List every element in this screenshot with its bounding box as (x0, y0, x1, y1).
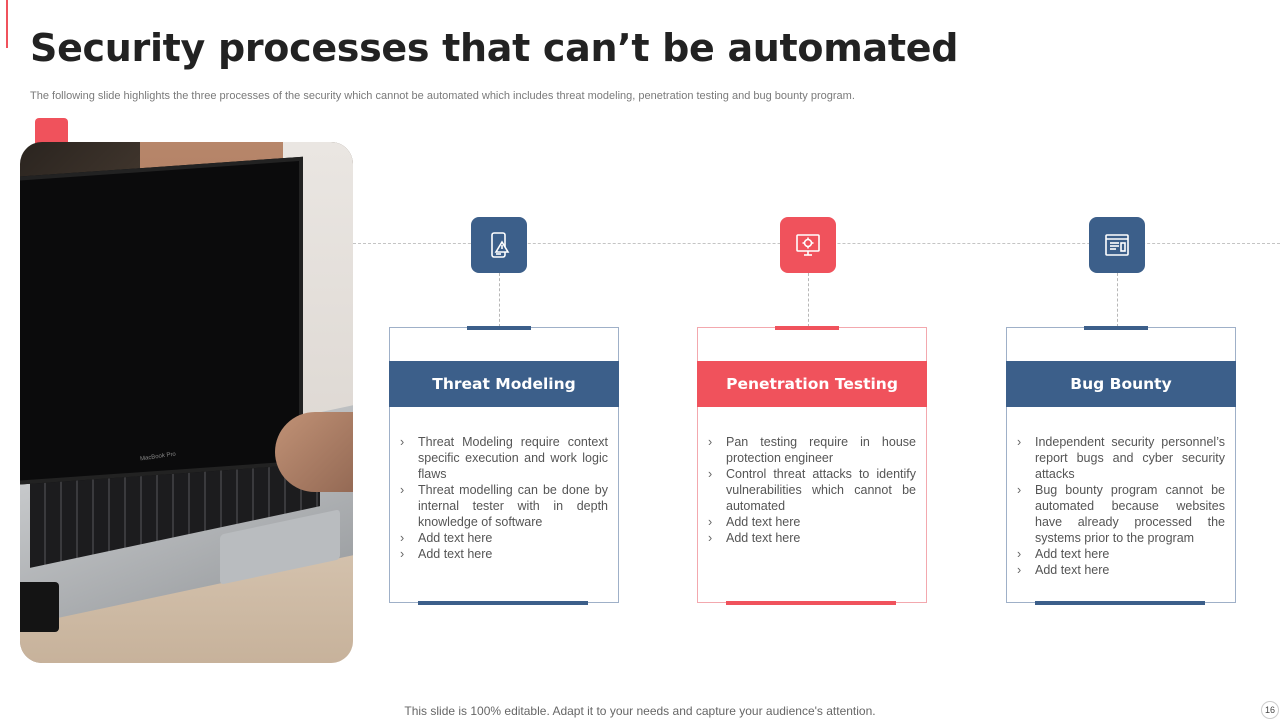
list-item: › Add text here (1015, 562, 1225, 578)
card-title: Threat Modeling (389, 361, 619, 407)
card-title: Bug Bounty (1006, 361, 1236, 407)
list-item: › Add text here (706, 530, 916, 546)
list-item: › Threat Modeling require context specific execution and work logic flaws (398, 434, 608, 482)
laptop-photo (20, 142, 353, 663)
browser-document-icon (1089, 217, 1145, 273)
card-connector (1117, 273, 1118, 327)
footer-note: This slide is 100% editable. Adapt it to your needs and capture your audience's attention. (404, 704, 876, 718)
list-item: › Control threat attacks to identify vulnerabilities which cannot be automated (706, 466, 916, 514)
bullet-list (398, 434, 608, 562)
bullet-list (706, 434, 916, 546)
monitor-gear-icon (780, 217, 836, 273)
list-item: › Threat modelling can be done by internal tester with in depth knowledge of software (398, 482, 608, 530)
mobile-warning-icon (471, 217, 527, 273)
title-accent-bar (6, 0, 8, 48)
list-item: › Add text here (398, 546, 608, 562)
list-item: › Bug bounty program cannot be automated because websites have already processed the systems prior to the program (1015, 482, 1225, 546)
list-item: › Add text here (1015, 546, 1225, 562)
page-number: 16 (1261, 701, 1279, 719)
card-connector (499, 273, 500, 327)
bullet-list (1015, 434, 1225, 578)
page-title: Security processes that can’t be automated (30, 26, 959, 70)
card-connector (808, 273, 809, 327)
list-item: › Pan testing require in house protection engineer (706, 434, 916, 466)
card-title: Penetration Testing (697, 361, 927, 407)
card-bug-bounty (1006, 327, 1236, 603)
laptop-screen-label: MacBook Pro (139, 451, 177, 463)
card-penetration-testing (697, 327, 927, 603)
list-item: › Add text here (706, 514, 916, 530)
list-item: › Add text here (398, 530, 608, 546)
page-subtitle: The following slide highlights the three processes of the security which cannot be automated which includes threat modeling, penetration testing and bug bounty program. (30, 90, 855, 102)
list-item: › Independent security personnel’s report bugs and cyber security attacks (1015, 434, 1225, 482)
card-threat-modeling (389, 327, 619, 603)
